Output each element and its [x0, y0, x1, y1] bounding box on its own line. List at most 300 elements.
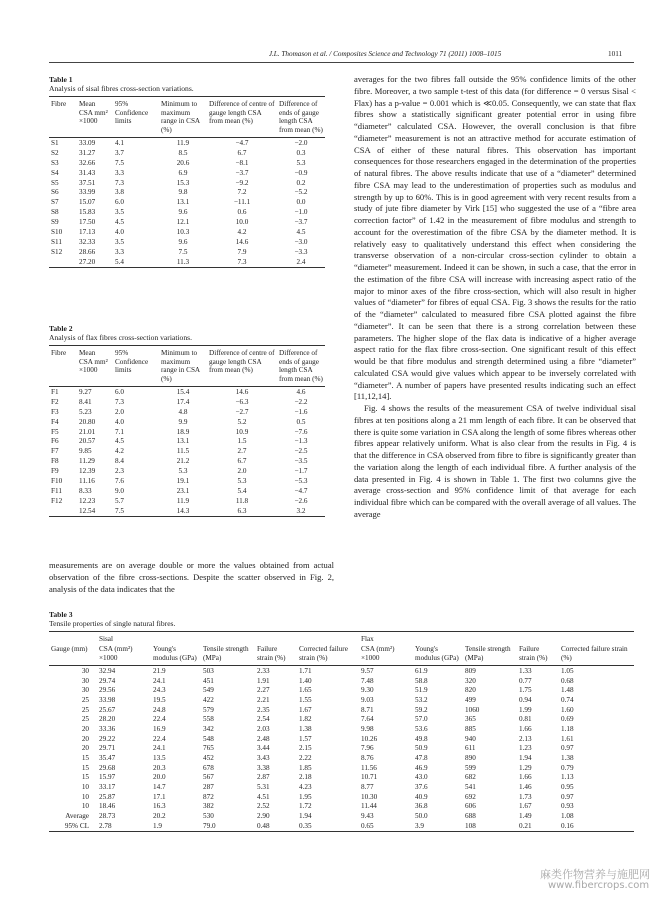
table1-col-header: Difference of ends of gauge length CSA from mean (%) — [277, 97, 325, 138]
table-row — [49, 724, 634, 734]
table-cell: 59.2 — [415, 705, 428, 714]
table-cell: 33.09 — [79, 139, 96, 148]
table-row — [49, 218, 325, 228]
table-cell: 7.3 — [115, 178, 124, 187]
table-cell: 11.16 — [79, 477, 95, 486]
table-row — [49, 467, 325, 477]
table-row — [49, 188, 325, 198]
table-cell: 17.13 — [79, 228, 96, 237]
table-cell: S6 — [51, 188, 59, 197]
table-row — [49, 168, 325, 178]
table-cell: 21.01 — [79, 427, 96, 436]
table-row — [49, 427, 325, 437]
table-cell: S8 — [51, 208, 59, 217]
table-cell: 10.0 — [235, 218, 249, 227]
table-row — [49, 676, 634, 686]
table-row — [49, 158, 325, 168]
table-cell: 5.23 — [79, 407, 92, 416]
table-cell: 0.3 — [296, 148, 306, 157]
table3-group-sisal: Sisal — [97, 632, 359, 645]
table-row — [49, 695, 634, 705]
table-cell: 10.9 — [235, 427, 249, 436]
table-cell: F11 — [51, 486, 62, 495]
table-cell: 7.3 — [207, 257, 277, 267]
table-cell: 11.56 — [361, 763, 377, 772]
table-cell: 11.9 — [176, 139, 190, 148]
table-cell: 6.0 — [115, 198, 124, 207]
table-cell: 11.3 — [159, 257, 207, 267]
table-cell: 499 — [465, 695, 476, 704]
table-cell: 25.67 — [99, 705, 116, 714]
table-cell: 6.7 — [237, 457, 247, 466]
table-cell: 1.66 — [519, 773, 532, 782]
table-cell: 1.99 — [519, 705, 532, 714]
table-cell: 10 — [81, 802, 89, 811]
table-cell: F7 — [51, 447, 59, 456]
table-cell: −1.3 — [294, 437, 308, 446]
table-cell: 1.13 — [561, 773, 574, 782]
table-cell: 15.97 — [99, 773, 116, 782]
table-cell: 6.7 — [237, 148, 247, 157]
table-cell: 1.18 — [561, 724, 574, 733]
table-cell: 0.2 — [296, 178, 306, 187]
table-cell: 58.8 — [415, 676, 428, 685]
table1-col-header: 95% Confidence limits — [113, 97, 159, 138]
table-cell: 2.15 — [299, 744, 312, 753]
table-row — [49, 705, 634, 715]
table-cell: 40.9 — [415, 792, 428, 801]
table-cell: 7.2 — [237, 188, 247, 197]
table-cell: 611 — [465, 744, 476, 753]
table-cell: 29.68 — [99, 763, 116, 772]
table-cell: F10 — [51, 477, 63, 486]
header-rule — [49, 62, 634, 63]
table-cell: F12 — [51, 496, 63, 505]
table-cell: 22.4 — [153, 734, 166, 743]
table-cell: −2.6 — [294, 496, 308, 505]
table-cell: 21.9 — [153, 666, 166, 675]
table-cell: 25 — [81, 715, 89, 724]
table-cell: 1.40 — [299, 676, 312, 685]
table-cell: −2.0 — [294, 139, 308, 148]
table-cell: 28.20 — [99, 715, 116, 724]
table-cell: 12.23 — [79, 496, 96, 505]
table-cell: 0.79 — [561, 763, 574, 772]
table-cell: 43.0 — [415, 773, 428, 782]
table-cell: 20 — [81, 734, 89, 743]
table-cell: 809 — [465, 666, 476, 675]
watermark-url: www.fibercrops.com — [548, 880, 650, 891]
table3-caption — [49, 610, 175, 628]
table-cell: 27.20 — [77, 257, 113, 267]
table-cell: −2.7 — [235, 407, 249, 416]
table2-caption-text: Analysis of flax fibres cross-section variations. — [49, 333, 192, 342]
table-cell: −4.7 — [235, 139, 249, 148]
table-cell: 2.54 — [257, 715, 270, 724]
table-cell: 20.6 — [176, 158, 190, 167]
table-cell: 1.61 — [561, 734, 574, 743]
table-cell: F2 — [51, 397, 59, 406]
table-cell: 12.1 — [176, 218, 190, 227]
table3-col-header: Young's modulus (GPa) — [413, 644, 463, 665]
table-cell: 108 — [463, 821, 517, 831]
table-row — [49, 802, 634, 812]
table-cell: −6.3 — [235, 397, 249, 406]
table-cell: 2.13 — [519, 734, 532, 743]
table-cell: 10 — [81, 783, 89, 792]
table-cell: 17.4 — [176, 397, 190, 406]
table-cell: 2.22 — [299, 754, 312, 763]
table-cell: 549 — [203, 686, 214, 695]
table-cell: 51.9 — [415, 686, 428, 695]
table-cell: −0.9 — [294, 168, 308, 177]
table2-caption — [49, 324, 192, 342]
table-cell: 24.1 — [153, 744, 166, 753]
table-cell: 3.44 — [257, 744, 270, 753]
table-cell: 1.55 — [299, 695, 312, 704]
table-cell: 7.6 — [115, 477, 124, 486]
table-cell: 0.65 — [359, 821, 413, 831]
table-cell: 890 — [465, 754, 476, 763]
table-cell: 11.5 — [176, 447, 190, 456]
table-cell: 5.3 — [296, 158, 306, 167]
table-row — [49, 686, 634, 696]
table-cell: 9.43 — [361, 812, 374, 821]
table-cell: 0.77 — [519, 676, 532, 685]
table-cell: 20 — [81, 744, 89, 753]
table-cell: 5.4 — [113, 257, 159, 267]
table-cell: 541 — [465, 783, 476, 792]
table-cell: −3.7 — [294, 218, 308, 227]
table-cell: −2.2 — [294, 397, 308, 406]
table-cell: 47.8 — [415, 754, 428, 763]
table-cell: 9.03 — [361, 695, 374, 704]
table-cell: −2.5 — [294, 447, 308, 456]
table-cell: F6 — [51, 437, 59, 446]
table-cell: 1.91 — [257, 676, 270, 685]
table-cell: 13.5 — [153, 754, 166, 763]
table-cell: 1.48 — [561, 686, 574, 695]
table-cell: 0.16 — [559, 821, 634, 831]
table-cell: 18.46 — [99, 802, 116, 811]
table-cell: 13.1 — [176, 198, 190, 207]
table-cell: 3.8 — [115, 188, 124, 197]
table-cell: −1.6 — [294, 407, 308, 416]
table-row — [49, 476, 325, 486]
table-cell: 3.5 — [115, 208, 124, 217]
table-cell: 11.8 — [235, 496, 249, 505]
table-cell — [49, 257, 77, 267]
table-row — [49, 812, 634, 822]
table-cell: 9.9 — [178, 417, 188, 426]
table1-label: Table 1 — [49, 75, 73, 84]
table-cell: 365 — [465, 715, 476, 724]
table-cell: 4.0 — [115, 417, 124, 426]
table-cell: F4 — [51, 417, 59, 426]
table-cell: 287 — [203, 783, 214, 792]
table-cell: 3.2 — [277, 506, 325, 516]
table-cell: 20.3 — [153, 763, 166, 772]
table-cell: −3.3 — [294, 247, 308, 256]
table-cell: 10.71 — [361, 773, 378, 782]
table-row — [49, 407, 325, 417]
table-cell: 21.2 — [176, 457, 190, 466]
table-cell: 1.60 — [561, 705, 574, 714]
table-cell: 7.9 — [237, 247, 247, 256]
table-cell: 30 — [81, 686, 89, 695]
table-cell: 29.56 — [99, 686, 116, 695]
table-cell: 50.9 — [415, 744, 428, 753]
table-cell: F8 — [51, 457, 59, 466]
table-cell: 1.29 — [519, 763, 532, 772]
table-cell: 2.52 — [257, 802, 270, 811]
watermark-cn: 麻类作物营养与施肥网 — [540, 868, 650, 881]
table3 — [49, 631, 634, 832]
table-cell: 28.66 — [79, 247, 96, 256]
table-cell: 15.4 — [176, 388, 190, 397]
table-cell: 1.5 — [237, 437, 247, 446]
table-cell: 8.4 — [115, 457, 124, 466]
table-cell: 19.1 — [176, 477, 190, 486]
table-cell: 29.74 — [99, 676, 116, 685]
table-cell: 940 — [465, 734, 476, 743]
table-cell: 33.17 — [99, 783, 116, 792]
table-cell: 30 — [81, 666, 89, 675]
table-row — [49, 753, 634, 763]
table-cell: 1.33 — [519, 666, 532, 675]
table-row — [49, 227, 325, 237]
table-cell: 548 — [203, 734, 214, 743]
table3-col-header: Failure strain (%) — [517, 644, 559, 665]
table-row — [49, 247, 325, 257]
table2-col-header: 95% Confidence limits — [113, 346, 159, 387]
table-cell: −8.1 — [235, 158, 249, 167]
paragraph: Fig. 4 shows the results of the measurement CSA of twelve individual sisal fibres at ten positions along a 21 mm length of each fibre. It can be observed that there is quite some variation in CSA along the length of some fibres whereas other fibres appear relatively uniform. What is also clear from the results in Fig. 4 is that the difference in CSA observed from fibre to fibre is significantly greater than the variation along the length of each individual fibre. A further analysis of the data presented in Fig. 4 is shown in Table 1. The first two columns give the average cross-section and 95% confidence limit of that average for each individual fibre which can be compared with the overall average of all values. The average — [354, 403, 636, 519]
table-cell: 7.5 — [178, 247, 188, 256]
table-cell: −11.1 — [233, 198, 251, 207]
table-cell: 0.94 — [519, 695, 532, 704]
table-cell: 8.71 — [361, 705, 374, 714]
table-cell: 24.1 — [153, 676, 166, 685]
table-cell: 5.3 — [237, 477, 247, 486]
table-cell: 33.98 — [99, 695, 116, 704]
table-cell: 15 — [81, 763, 89, 772]
table-cell: S11 — [51, 237, 62, 246]
table-cell: 765 — [203, 744, 214, 753]
table-cell: 14.6 — [235, 237, 249, 246]
table-cell: 7.48 — [361, 676, 374, 685]
table-cell: 95% CL — [49, 821, 97, 831]
table-cell: 682 — [465, 773, 476, 782]
table-cell: 320 — [465, 676, 476, 685]
table3-col-header: Failure strain (%) — [255, 644, 297, 665]
paragraph: averages for the two fibres fall outside the 95% confidence limits of the other fibre. Moreover, a two sample t-test of this data (for difference = 0 versus Sisal < Flax) has a p-value = 0.001 which is ≪0.05. Consequently, we can state that flax fibres show a statistically significant greater potential error in using fibre “diameter” calculated CSA. However, the overall conclusion is that fibre “diameter” measurement is not an attractive method for accurate estimation of CSA of either of these natural fibres. This observation has important consequences for those researchers engaged in the determination of the properties of natural fibres. The above results indicate that use of a “diameter” determined fibre CSA may lead to the underestimation of properties such as modulus and strength by up to 60%. This is in good agreement with very recent results from a study of jute fibre diameter by Virk [15] who suggested the use of a “fibre area correction factor” of 1.42 in the measurement of fibre modulus and strength to account for the overestimation of the fibre CSA by the diameter method. It is relatively easy to qualitatively understand this effect when considering the transverse observation of a non-circular cross-section cylinder to obtain a “diameter” measurement. Indeed it can be shown, in such a case, that the error in the estimation of the fibre CSA will increase with increasing aspect ratio of the major to minor axes of the fibre cross-section, which will also result in higher values of “diameter” for fibres of equal CSA. Fig. 3 shows the results for the ratio of the “diameter” calculated to measured fibre CSA plotted against the fibre “diameter”. It can be seen that there is a strong correlation between these parameters. The higher slope of the flax data is indicative of a higher average aspect ratio for the flax fibre cross-section. One significant result of this effect would be that fibre modulus and strength determined using a fibre “diameter” calculated CSA would give values which appear to be inversely correlated with “diameter”. A number of papers have presented results indicating such an effect [11,12,14]. — [354, 74, 636, 402]
table-cell: F1 — [51, 388, 59, 397]
table-cell: 10.3 — [176, 228, 190, 237]
table-cell: 5.31 — [257, 783, 270, 792]
table-cell: 11.29 — [79, 457, 95, 466]
table-cell: 53.6 — [415, 724, 428, 733]
table-cell: 1.94 — [299, 812, 312, 821]
table1-caption-text: Analysis of sisal fibres cross-section variations. — [49, 84, 194, 93]
table-cell: 20.57 — [79, 437, 96, 446]
table-cell: 11.9 — [176, 496, 190, 505]
table-row — [49, 198, 325, 208]
table-cell: 35.47 — [99, 754, 116, 763]
table-cell: 2.90 — [257, 812, 270, 821]
table-cell: 11.44 — [361, 802, 377, 811]
table-cell: 24.3 — [153, 686, 166, 695]
table2-col-header: Mean CSA mm² ×1000 — [77, 346, 113, 387]
table-cell: 0.97 — [561, 792, 574, 801]
table3-label: Table 3 — [49, 610, 73, 619]
table-cell: 0.74 — [561, 695, 574, 704]
table-cell: 1.82 — [299, 715, 312, 724]
table-row — [49, 782, 634, 792]
table-cell: 16.9 — [153, 724, 166, 733]
table-cell: 4.2 — [237, 228, 247, 237]
table-cell: 0.68 — [561, 676, 574, 685]
table-cell: 15.07 — [79, 198, 96, 207]
table-cell: 2.4 — [277, 257, 325, 267]
table3-col-header: Corrected failure strain (%) — [559, 644, 634, 665]
table-cell: F5 — [51, 427, 59, 436]
table-cell: 20.80 — [79, 417, 96, 426]
table-cell: 16.3 — [153, 802, 166, 811]
table-cell: 3.5 — [115, 237, 124, 246]
table-cell: 7.96 — [361, 744, 374, 753]
table-cell: 0.81 — [519, 715, 532, 724]
table1-col-header: Fibre — [49, 97, 77, 138]
table-cell: 9.8 — [178, 188, 188, 197]
table-cell: −5.3 — [294, 477, 308, 486]
table-cell: 8.76 — [361, 754, 374, 763]
table-cell: 33.36 — [99, 724, 116, 733]
table-cell: 4.51 — [257, 792, 270, 801]
table3-col-header: CSA (mm²) ×1000 — [359, 644, 413, 665]
table-cell: 885 — [465, 724, 476, 733]
table-cell: 37.51 — [79, 178, 96, 187]
table3-col-header: Tensile strength (MPa) — [201, 644, 255, 665]
table3-col-header: Young's modulus (GPa) — [151, 644, 201, 665]
table-cell: 31.43 — [79, 168, 96, 177]
table-cell: S4 — [51, 168, 59, 177]
table-cell: 10 — [81, 792, 89, 801]
table-cell: 8.5 — [178, 148, 188, 157]
table-cell: 2.03 — [257, 724, 270, 733]
table-cell: 17.50 — [79, 218, 96, 227]
table-cell: 1.57 — [299, 734, 312, 743]
table-cell: 7.3 — [115, 397, 124, 406]
table-row — [49, 257, 325, 267]
table-cell: 567 — [203, 773, 214, 782]
table-cell: 17.1 — [153, 792, 166, 801]
table-cell: −3.7 — [235, 168, 249, 177]
table-cell: −7.6 — [294, 427, 308, 436]
table-cell: 20 — [81, 724, 89, 733]
table3-group-flax: Flax — [359, 632, 634, 645]
table-cell: 30 — [81, 676, 89, 685]
table-cell: 558 — [203, 715, 214, 724]
table2-col-header: Minimum to maximum range in CSA (%) — [159, 346, 207, 387]
table-cell: 5.4 — [237, 486, 247, 495]
table-cell: 599 — [465, 763, 476, 772]
table-cell: 28.73 — [99, 812, 116, 821]
table2-col-header: Difference of centre of gauge length CSA from mean (%) — [207, 346, 277, 387]
table-cell: 3.38 — [257, 763, 270, 772]
table-row — [49, 821, 634, 831]
table-cell: −1.7 — [294, 467, 308, 476]
table-cell: 0.5 — [296, 417, 306, 426]
table-cell: 25 — [81, 705, 89, 714]
table-cell: 1.66 — [519, 724, 532, 733]
table-cell: 688 — [465, 812, 476, 821]
table-cell: 7.5 — [113, 506, 159, 516]
table-cell: 8.33 — [79, 486, 92, 495]
table-cell: 422 — [203, 695, 214, 704]
body-text-right — [354, 74, 636, 521]
table-cell: 3.7 — [115, 148, 124, 157]
table-cell: 452 — [203, 754, 214, 763]
table-cell: 33.99 — [79, 188, 96, 197]
table-cell: 1.94 — [519, 754, 532, 763]
table-cell: 3.3 — [115, 168, 124, 177]
table-row — [49, 744, 634, 754]
table-cell: 1.71 — [299, 666, 312, 675]
table-cell: 32.94 — [99, 666, 116, 675]
table-cell: 15 — [81, 754, 89, 763]
table-cell: −9.2 — [235, 178, 249, 187]
table-cell: 2.3 — [115, 467, 124, 476]
table-cell: 0.35 — [297, 821, 359, 831]
table-row — [49, 666, 634, 676]
table-cell: 579 — [203, 705, 214, 714]
table-row — [49, 178, 325, 188]
table-row — [49, 208, 325, 218]
table2-label: Table 2 — [49, 324, 73, 333]
table-cell: 37.6 — [415, 783, 428, 792]
table1-caption — [49, 75, 194, 93]
table-cell: 9.6 — [178, 208, 188, 217]
table-cell: 53.2 — [415, 695, 428, 704]
table-cell: 4.1 — [115, 139, 124, 148]
table-cell: 4.0 — [115, 228, 124, 237]
table-cell: 1.23 — [519, 744, 532, 753]
table-cell — [49, 506, 77, 516]
table-cell: 1.67 — [519, 802, 532, 811]
table-cell: 4.5 — [115, 437, 124, 446]
table-cell: 9.30 — [361, 686, 374, 695]
table-cell: 2.48 — [257, 734, 270, 743]
table-row — [49, 437, 325, 447]
table-cell: 9.57 — [361, 666, 374, 675]
table3-caption-text: Tensile properties of single natural fibres. — [49, 619, 176, 628]
table-cell: 1.08 — [561, 812, 574, 821]
table-cell: 2.7 — [237, 447, 247, 456]
table-cell: 3.9 — [413, 821, 463, 831]
table-cell: 13.1 — [176, 437, 190, 446]
table-row — [49, 237, 325, 247]
table-cell: 1.72 — [299, 802, 312, 811]
table-cell: 2.87 — [257, 773, 270, 782]
table-cell: 8.77 — [361, 783, 374, 792]
table-cell: 19.5 — [153, 695, 166, 704]
table-cell: −3.0 — [294, 237, 308, 246]
table-cell: −3.5 — [294, 457, 308, 466]
table-cell: 36.8 — [415, 802, 428, 811]
table-cell: 530 — [203, 812, 214, 821]
table-cell: 32.33 — [79, 237, 96, 246]
